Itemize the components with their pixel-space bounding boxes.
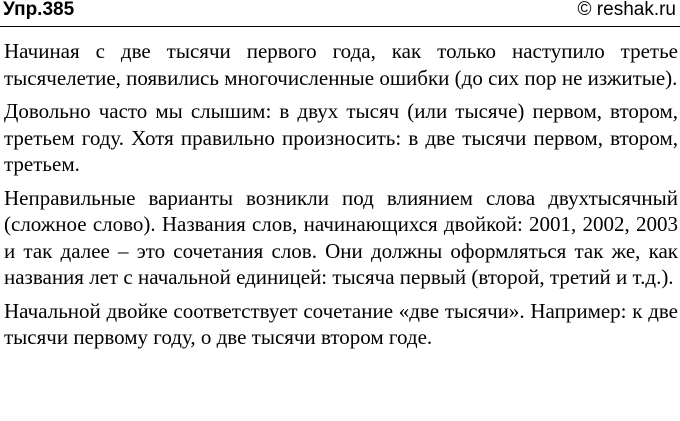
paragraph-2: Довольно часто мы слышим: в двух тысяч (или тысяче) первом, втором, третьем году. Хотя правильно произносить: в две тысячи первом, втором, третьем. [4, 99, 678, 176]
paragraph-4: Начальной двойке соответствует сочетание «две тысячи». Например: к две тысячи первому году, о две тысячи втором годе. [4, 298, 678, 349]
paragraph-3: Неправильные варианты возникли под влиянием слова двухтысячный (сложное слово). Названия слов, начинающихся двойкой: 2001, 2002, 2003 и так далее – это сочетания слов. Они должны оформляться так же, как названия лет с начальной единицей: тысяча первый (второй, третий и т.д.). [4, 185, 678, 289]
header [0, 0, 680, 26]
paragraph-1: Начиная с две тысячи первого года, как только наступило третье тысячелетие, появились многочисленные ошибки (до сих пор не изжитые). [4, 39, 678, 90]
exercise-title: Упр.385 [3, 0, 75, 20]
site-watermark[interactable]: © reshak.ru [577, 0, 676, 20]
header-divider [0, 26, 680, 27]
answer-text [4, 38, 678, 358]
